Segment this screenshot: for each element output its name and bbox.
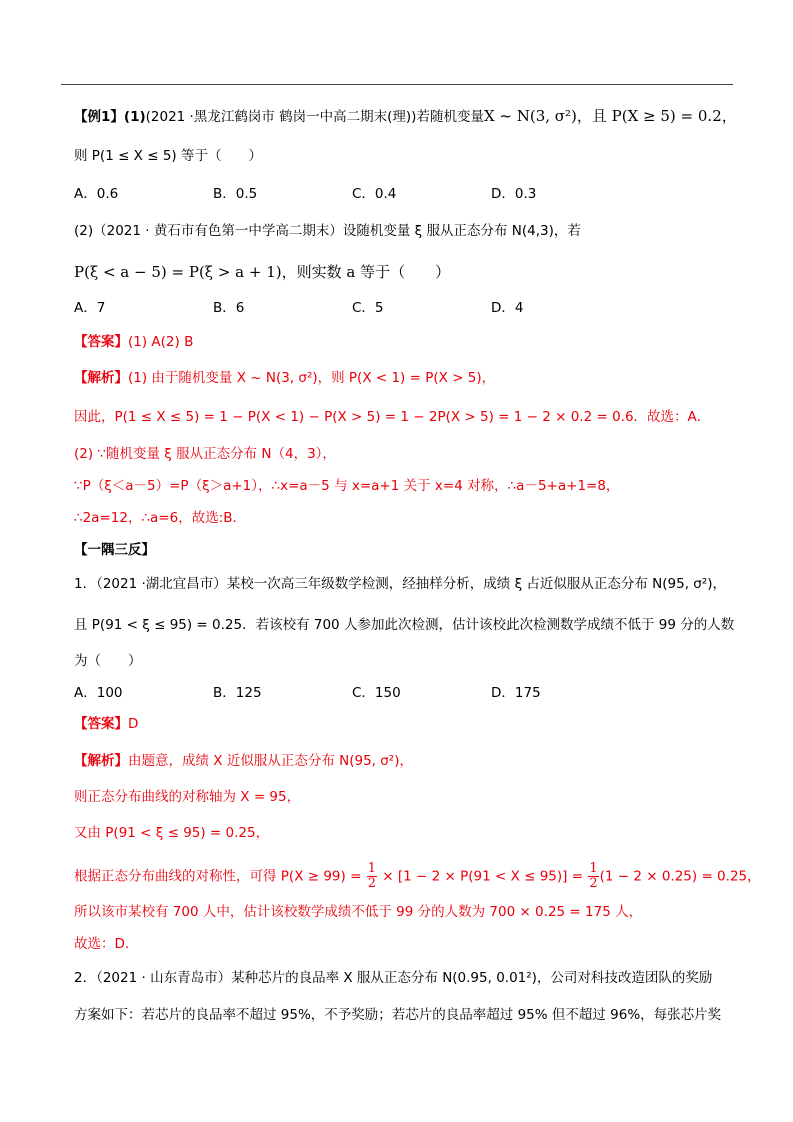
option-a: A．100 [74, 685, 123, 701]
problem2-line2: 方案如下：若芯片的良品率不超过 95%，不予奖励；若芯片的良品率超过 95% 但不超过 96%，每张芯片奖 [74, 1007, 722, 1023]
answer2 [74, 714, 138, 734]
option-b: B．125 [213, 685, 262, 701]
answer1-label: 【答案】 [74, 334, 128, 350]
example2-stem: (2)（2021 · 黄石市有色第一中学高二期末）设随机变量 ξ 服从正态分布 N(4,3)，若 [74, 223, 581, 239]
example2-options [74, 298, 630, 318]
example2-condition: P(ξ < a − 5) = P(ξ > a + 1)，则实数 a 等于（ ） [74, 263, 451, 281]
section-heading: 【一隅三反】 [74, 542, 155, 558]
solution2-line1 [74, 751, 413, 771]
solution2-text4a: 根据正态分布曲线的对称性，可得 P(X ≥ 99) = [74, 868, 366, 885]
fraction-denominator: 2 [589, 876, 598, 891]
fraction-numerator: 1 [589, 861, 598, 876]
option-c: C．5 [352, 300, 384, 316]
solution1-line3: (2) ∵随机变量 ξ 服从正态分布 N（4，3）， [74, 446, 336, 462]
example1-condition: X ~ N(3, σ²)，且 P(X ≥ 5) = 0.2， [483, 107, 737, 125]
solution1-line2: 因此，P(1 ≤ X ≤ 5) = 1 − P(X < 1) − P(X > 5) = 1 − 2P(X > 5) = 1 − 2 × 0.2 = 0.6．故选：A． [74, 409, 711, 425]
solution1-text1: (1) 由于随机变量 X ~ N(3, σ²)，则 P(X < 1) = P(X > 5)， [128, 370, 496, 386]
fraction-half-2 [588, 862, 598, 891]
solution2-text4b: × [1 − 2 × P(91 < X ≤ 95)] = [377, 868, 588, 885]
solution2-label: 【解析】 [74, 753, 128, 769]
solution2-line3: 又由 P(91 < ξ ≤ 95) = 0.25， [74, 825, 270, 841]
solution1-line1 [74, 368, 495, 388]
option-a: A．0.6 [74, 186, 119, 202]
solution2-line5: 所以该市某校有 700 人中，估计该校数学成绩不低于 99 分的人数为 700 × 0.25 = 175 人， [74, 904, 643, 920]
problem1-options [74, 683, 630, 703]
option-c: C．0.4 [352, 186, 397, 202]
fraction-half [367, 862, 377, 891]
answer2-value: D [128, 716, 139, 732]
option-d: D．0.3 [491, 186, 537, 202]
problem1-line2: 且 P(91 < ξ ≤ 95) = 0.25．若该校有 700 人参加此次检测，估计该校此次检测数学成绩不低于 99 分的人数 [74, 617, 735, 633]
fraction-denominator: 2 [367, 876, 376, 891]
solution2-line2: 则正态分布曲线的对称轴为 X = 95， [74, 789, 301, 805]
option-d: D．175 [491, 685, 541, 701]
header-rule [61, 84, 733, 85]
option-a: A．7 [74, 300, 106, 316]
option-d: D．4 [491, 300, 524, 316]
answer1-value: (1) A(2) B [128, 334, 194, 350]
option-c: C．150 [352, 685, 401, 701]
solution2-line4 [74, 862, 761, 891]
problem2-line1: 2．（2021 · 山东青岛市）某种芯片的良品率 X 服从正态分布 N(0.95, 0.01²)，公司对科技改造团队的奖励 [74, 970, 713, 986]
example1-stem [74, 106, 737, 127]
solution2-text1: 由题意，成绩 X 近似服从正态分布 N(95, σ²)， [128, 753, 413, 769]
solution1-line4: ∵P（ξ＜a－5）=P（ξ＞a+1），∴x=a－5 与 x=a+1 关于 x=4 对称，∴a－5+a+1=8， [74, 478, 620, 494]
answer2-label: 【答案】 [74, 716, 128, 732]
solution1-label: 【解析】 [74, 370, 128, 386]
example1-options [74, 184, 630, 204]
problem1-line1: 1．（2021 ·湖北宜昌市）某校一次高三年级数学检测，经抽样分析，成绩 ξ 占近似服从正态分布 N(95, σ²)， [74, 576, 727, 592]
option-b: B．0.5 [213, 186, 258, 202]
example1-head: 【例1】(1) [74, 109, 146, 125]
example1-question: 则 P(1 ≤ X ≤ 5) 等于（ ） [74, 148, 262, 164]
example1-source: (2021 ·黑龙江鹤岗市 鹤岗一中高二期末(理))若随机变量 [145, 109, 484, 125]
solution2-line6: 故选：D． [74, 936, 139, 952]
answer1 [74, 332, 193, 352]
option-b: B．6 [213, 300, 245, 316]
fraction-numerator: 1 [367, 861, 376, 876]
solution1-line5: ∴2a=12，∴a=6，故选:B． [74, 510, 247, 526]
solution2-text4c: (1 − 2 × 0.25) = 0.25， [599, 868, 761, 885]
problem1-line3: 为（ ） [74, 653, 142, 669]
